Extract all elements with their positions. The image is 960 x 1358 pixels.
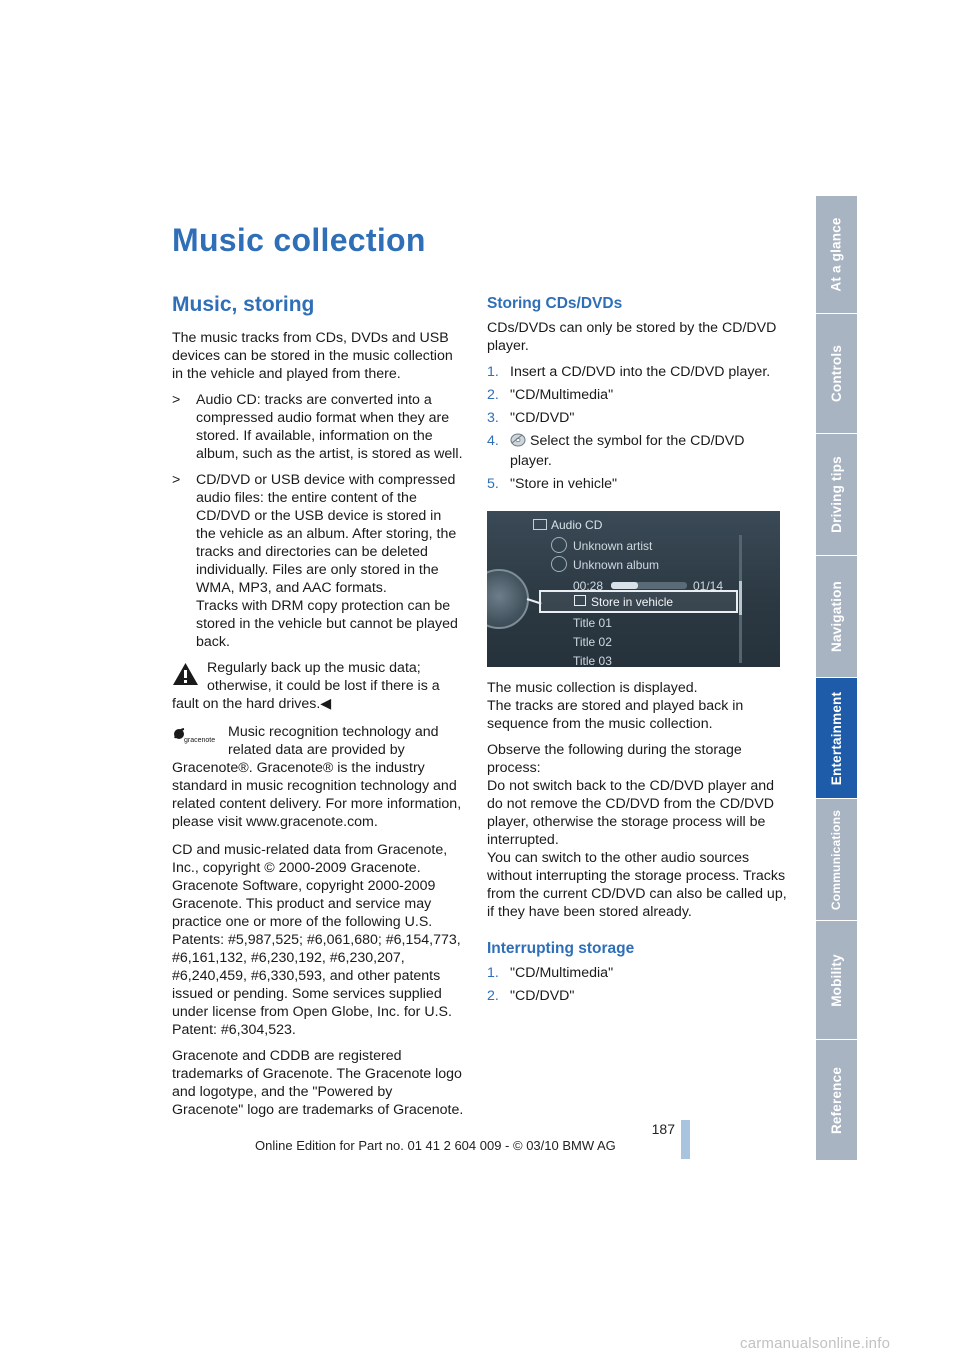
step-item (487, 475, 787, 493)
observe-text-2: Do not switch back to the CD/DVD player and do not remove the CD/DVD from the CD/DVD player, otherwise the storage process will be interrupted. (487, 778, 775, 848)
idrive-screenshot (487, 511, 780, 667)
observe-text-3: You can switch to the other audio sources without interrupting the storage process. Tracks from the current CD/DVD can also be called up, if they have been stored already. (487, 850, 787, 920)
step-item (487, 964, 787, 982)
step-text: Select the symbol for the CD/DVD player. (510, 433, 745, 469)
intro-paragraph: The music tracks from CDs, DVDs and USB devices can be stored in the music collection in the vehicle and played from there. (172, 330, 453, 382)
bullet-text: CD/DVD or USB device with compressed audio files: the entire content of the CD/DVD or the USB device is stored in the vehicle as an album. After storing, the tracks and directories can be deleted individually. Files are only stored in the WMA, MP3, and AAC formats. (196, 472, 457, 596)
tab-navigation[interactable]: Navigation (816, 556, 857, 678)
progress-fill (611, 582, 638, 589)
tab-controls[interactable]: Controls (816, 314, 857, 434)
disc-icon (510, 433, 526, 452)
step-text: Insert a CD/DVD into the CD/DVD player. (510, 364, 771, 380)
step-number: 1. (487, 965, 499, 981)
observe-text-1: Observe the following during the storage process: (487, 742, 742, 776)
step-text: "CD/DVD" (510, 988, 575, 1004)
screen-album: Unknown album (573, 558, 660, 572)
bullet-audio-cd (172, 391, 464, 463)
trademark-paragraph: Gracenote and CDDB are registered trademarks of Gracenote. The Gracenote logo and logotype, and the "Powered by Gracenote" logo are trademarks of Gracenote. (172, 1048, 464, 1118)
step-item (487, 987, 787, 1005)
store-icon (574, 595, 586, 606)
gracenote-text: Music recognition technology and related data are provided by Gracenote®. Gracenote® is the industry standard in music recognition technology and related content delivery. For more information, please visit www.gracenote.com. (172, 724, 462, 830)
step-number: 2. (487, 988, 499, 1004)
screen-track-counter: 01/14 (693, 579, 724, 593)
bullet-marker: > (172, 392, 181, 408)
screen-title-1: Title 01 (573, 616, 612, 630)
warning-note (172, 659, 464, 713)
page-title: Music collection (172, 222, 426, 258)
section-heading-storing-cds: Storing CDs/DVDs (487, 295, 623, 312)
warning-text: Regularly back up the music data; otherwise, it could be lost if there is a fault on the hard drives.◀ (172, 660, 440, 712)
store-in-vehicle-label: Store in vehicle (591, 595, 674, 609)
tab-mobility[interactable]: Mobility (816, 921, 857, 1040)
step-text: "CD/Multimedia" (510, 965, 614, 981)
page-number: 187 (651, 1121, 675, 1137)
bullet-marker: > (172, 472, 181, 488)
tab-reference[interactable]: Reference (816, 1040, 857, 1161)
screen-header (533, 516, 602, 534)
after-text-1: The music collection is displayed. (487, 680, 698, 696)
tab-at-a-glance[interactable]: At a glance (816, 196, 857, 314)
page-marker (681, 1120, 690, 1159)
step-item (487, 363, 787, 381)
section-heading-interrupting: Interrupting storage (487, 940, 635, 957)
storing-intro: CDs/DVDs can only be stored by the CD/DVD player. (487, 320, 777, 354)
right-column (487, 294, 787, 1015)
screen-artist: Unknown artist (573, 539, 653, 553)
tab-communications[interactable]: Communications (816, 799, 857, 921)
album-icon (551, 556, 567, 572)
scrollbar-thumb (739, 581, 742, 615)
step-text: "CD/Multimedia" (510, 387, 614, 403)
after-text-2: The tracks are stored and played back in sequence from the music collection. (487, 698, 744, 732)
watermark: carmanualsonline.info (740, 1335, 891, 1352)
section-heading-music-storing: Music, storing (172, 293, 315, 316)
screen-title-3: Title 03 (573, 654, 612, 667)
screen-title-2: Title 02 (573, 635, 612, 649)
artist-icon (551, 537, 567, 553)
tab-driving-tips[interactable]: Driving tips (816, 434, 857, 556)
storing-steps (487, 363, 787, 493)
step-text: "Store in vehicle" (510, 476, 618, 492)
progress-bar (611, 582, 687, 589)
step-item (487, 432, 787, 470)
gracenote-logo (172, 726, 220, 749)
bullet-text: Audio CD: tracks are converted into a compressed audio format when they are stored. If available, information on the album, such as the artist, is stored as well. (196, 392, 463, 462)
step-number: 1. (487, 364, 499, 380)
left-column (172, 292, 464, 1127)
footer-text: Online Edition for Part no. 01 41 2 604 009 - © 03/10 BMW AG (255, 1138, 616, 1153)
screen-elapsed: 00:28 (573, 579, 604, 593)
warning-icon (172, 662, 199, 691)
step-text: "CD/DVD" (510, 410, 575, 426)
step-number: 4. (487, 433, 499, 449)
tab-entertainment[interactable]: Entertainment (816, 678, 857, 799)
step-item (487, 409, 787, 427)
copyright-paragraph: CD and music-related data from Gracenote, Inc., copyright © 2000-2009 Gracenote. Gracenote Software, copyright 2000-2009 Gracenote. This product and service may practice one or more of the following U.S. Patents: #5,987,525; #6,061,680; #6,154,773, #6,161,132, #6,230,192, #6,230,207, #6,240,459, #6,330,593, and other patents issued or pending. Some services supplied under license from Open Globe, Inc. for U.S. Patent: #6,304,523. (172, 842, 461, 1038)
step-number: 3. (487, 410, 499, 426)
cd-icon (533, 519, 547, 530)
bullet-text-drm: Tracks with DRM copy protection can be stored in the vehicle but cannot be played back. (196, 598, 458, 650)
gracenote-note (172, 723, 464, 831)
chapter-tabs (816, 196, 857, 1160)
step-number: 5. (487, 476, 499, 492)
step-number: 2. (487, 387, 499, 403)
screen-header-text: Audio CD (551, 518, 603, 532)
step-item (487, 386, 787, 404)
controller-knob-icon (487, 569, 529, 629)
svg-text:gracenote: gracenote (184, 737, 216, 744)
bullet-compressed-audio (172, 471, 464, 651)
interrupt-steps (487, 964, 787, 1005)
